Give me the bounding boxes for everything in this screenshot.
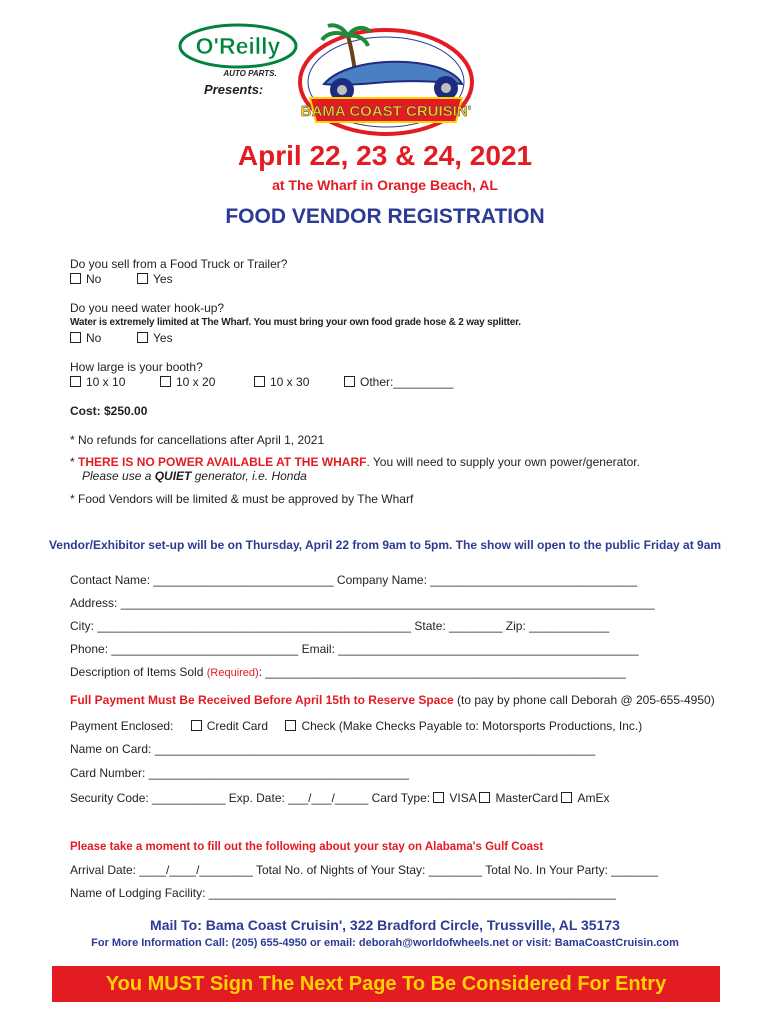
more-info-line: For More Information Call: (205) 655-4950 or email: deborah@worldofwheels.net or visit: BamaCoastCruisin.com — [91, 937, 679, 949]
address-field[interactable]: Address: ________________________________________________________________________________ — [70, 596, 655, 610]
checkbox-icon[interactable] — [70, 376, 81, 387]
zip-field[interactable]: Zip: ____________ — [505, 619, 610, 633]
water-option-no[interactable]: No — [70, 331, 101, 345]
checkbox-icon[interactable] — [254, 376, 265, 387]
truck-option-yes[interactable]: Yes — [137, 272, 173, 286]
bama-coast-cruisin-logo — [296, 22, 476, 138]
power-note: * THERE IS NO POWER AVAILABLE AT THE WHARF. You will need to supply your own power/generator. — [70, 455, 640, 469]
checkbox-icon[interactable] — [433, 792, 444, 803]
oreilly-logo-text: O'Reilly — [195, 33, 281, 59]
card-details-row: Security Code: ___________ Exp. Date: ___/___/_____ Card Type: VISA MasterCard AmEx — [70, 791, 610, 805]
water-question: Do you need water hook-up? — [70, 301, 225, 315]
water-option-yes[interactable]: Yes — [137, 331, 173, 345]
booth-question: How large is your booth? — [70, 360, 203, 374]
stay-row — [70, 863, 658, 877]
required-label: (Required) — [206, 667, 259, 679]
booth-option-other[interactable]: Other:_________ — [344, 375, 453, 389]
description-field[interactable]: Description of Items Sold (Required): ______________________________________________________ — [70, 665, 626, 679]
power-warning: THERE IS NO POWER AVAILABLE AT THE WHARF — [78, 455, 367, 469]
checkbox-icon[interactable] — [70, 332, 81, 343]
oreilly-logo — [178, 22, 298, 80]
checkbox-icon[interactable] — [191, 720, 202, 731]
city-field[interactable]: City: _______________________________________________ State: ________ Zip: ____________ — [70, 619, 610, 633]
state-field[interactable]: State: ________ — [414, 619, 503, 633]
amex-option[interactable]: AmEx — [561, 791, 609, 805]
arrival-date-field[interactable]: Arrival Date: ____/____/________ — [70, 863, 253, 877]
booth-option-10x20[interactable]: 10 x 20 — [160, 375, 215, 389]
checkbox-icon[interactable] — [137, 273, 148, 284]
booth-option-10x30[interactable]: 10 x 30 — [254, 375, 309, 389]
mail-to-address: Mail To: Bama Coast Cruisin', 322 Bradford Circle, Trussville, AL 35173 — [150, 917, 620, 933]
oreilly-logo-subtext: AUTO PARTS. — [223, 69, 277, 78]
checkbox-icon[interactable] — [561, 792, 572, 803]
cost-label: Cost: $250.00 — [70, 404, 148, 418]
checkbox-icon[interactable] — [137, 332, 148, 343]
name-on-card-field[interactable]: Name on Card: __________________________________________________________________ — [70, 742, 596, 756]
checkbox-icon[interactable] — [344, 376, 355, 387]
checkbox-icon[interactable] — [479, 792, 490, 803]
visa-option[interactable]: VISA — [433, 791, 476, 805]
setup-notice: Vendor/Exhibitor set-up will be on Thursday, April 22 from 9am to 5pm. The show will open to the public Friday at 9am — [48, 538, 722, 552]
card-number-field[interactable]: Card Number: _______________________________________ — [70, 766, 409, 780]
truck-option-no[interactable]: No — [70, 272, 101, 286]
phone-field[interactable]: Phone: ____________________________ Email: _____________________________________________ — [70, 642, 639, 656]
lodging-field[interactable]: Name of Lodging Facility: _____________________________________________________________ — [70, 886, 616, 900]
water-note: Water is extremely limited at The Wharf. You must bring your own food grade hose & 2 way splitter. — [70, 317, 521, 328]
exp-date-field[interactable]: Exp. Date: ___/___/_____ — [228, 791, 369, 805]
party-size-field[interactable]: Total No. In Your Party: _______ — [485, 863, 659, 877]
refund-note: * No refunds for cancellations after April 1, 2021 — [70, 433, 325, 447]
payment-notice: Full Payment Must Be Received Before April 15th to Reserve Space (to pay by phone call Deborah @ 205-655-4950) — [70, 693, 715, 707]
generator-note: Please use a QUIET generator, i.e. Honda — [82, 469, 307, 483]
company-name-field[interactable]: Company Name: _______________________________ — [336, 573, 638, 587]
check-option[interactable]: Check (Make Checks Payable to: Motorsports Productions, Inc.) — [285, 719, 642, 733]
email-field[interactable]: Email: _____________________________________________ — [301, 642, 639, 656]
checkbox-icon[interactable] — [70, 273, 81, 284]
credit-card-option[interactable]: Credit Card — [191, 719, 268, 733]
event-location: at The Wharf in Orange Beach, AL — [272, 177, 498, 193]
payment-enclosed: Payment Enclosed: Credit Card Check (Make Checks Payable to: Motorsports Productions, Inc.) — [70, 719, 643, 733]
mastercard-option[interactable]: MasterCard — [479, 791, 558, 805]
truck-question: Do you sell from a Food Truck or Trailer? — [70, 257, 288, 271]
form-title: FOOD VENDOR REGISTRATION — [225, 205, 545, 228]
vendor-limit-note: * Food Vendors will be limited & must be approved by The Wharf — [70, 492, 414, 506]
booth-option-10x10[interactable]: 10 x 10 — [70, 375, 125, 389]
sign-banner-text: You MUST Sign The Next Page To Be Considered For Entry — [105, 973, 667, 995]
sign-banner — [52, 966, 720, 1002]
presents-label: Presents: — [204, 82, 264, 97]
bama-logo-text: BAMA COAST CRUISIN' — [300, 103, 472, 120]
contact-name-field[interactable]: Contact Name: ___________________________ Company Name: _______________________________ — [70, 573, 638, 587]
nights-field[interactable]: Total No. of Nights of Your Stay: ________ — [255, 863, 483, 877]
stay-heading: Please take a moment to fill out the following about your stay on Alabama's Gulf Coast — [70, 841, 544, 853]
checkbox-icon[interactable] — [160, 376, 171, 387]
event-dates: April 22, 23 & 24, 2021 — [237, 140, 533, 171]
security-code-field[interactable]: Security Code: ___________ — [70, 791, 226, 805]
checkbox-icon[interactable] — [285, 720, 296, 731]
